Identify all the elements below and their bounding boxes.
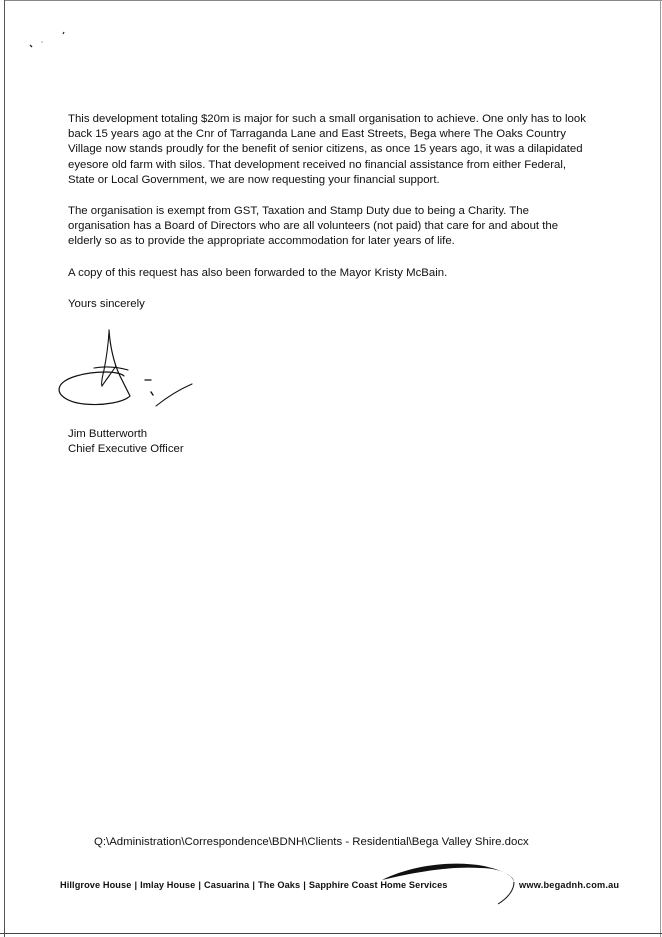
footer-separator: | (198, 880, 202, 890)
footer-website: www.begadnh.com.au (519, 880, 620, 890)
closing-salutation: Yours sincerely (68, 297, 145, 310)
signer-title: Chief Executive Officer (68, 443, 184, 455)
footer-service-casuarina: Casuarina (204, 880, 250, 890)
footer-service-hillgrove: Hillgrove House (60, 880, 132, 890)
scan-edge-top (4, 0, 662, 1)
footer-separator: | (303, 880, 306, 890)
scan-specks (20, 28, 80, 58)
footer-service-imlay: Imlay House (140, 880, 196, 890)
footer-service-the-oaks: The Oaks (258, 880, 301, 890)
signer-name: Jim Butterworth (68, 428, 148, 440)
letter-body (68, 112, 588, 312)
scan-edge-bottom (0, 933, 662, 934)
scan-edge-right (660, 0, 661, 937)
footer-separator: | (252, 880, 256, 890)
handwritten-signature (54, 326, 204, 416)
paragraph-copy-forwarded: A copy of this request has also been forwarded to the Mayor Kristy McBain. (68, 266, 448, 279)
paragraph-organisation: The organisation is exempt from GST, Taxation and Stamp Duty due to being a Charity. The organisation has a Board of Directors who are all volunteers (not paid) that care for and about the elderly so as to provide the appropriate accommodation for later years of life. (68, 205, 559, 248)
document-file-path: Q:\Administration\Correspondence\BDNH\Clients - Residential\Bega Valley Shire.docx (94, 836, 529, 848)
footer-separator: | (134, 880, 138, 890)
scan-edge-left (4, 0, 5, 937)
signer-block (68, 427, 184, 457)
paragraph-development: This development totaling $20m is major for such a small organisation to achieve. One only has to look back 15 years ago at the Cnr of Tarraganda Lane and East Streets, Bega where The Oaks Country Village now stands proudly for the benefit of senior citizens, as once 15 years ago, it was a dilapidated eyesore old farm with silos. That development received no financial assistance from either Federal, State or Local Government, we are now requesting your financial support. (68, 113, 586, 186)
footer-services (60, 880, 448, 890)
footer-service-sapphire-coast: Sapphire Coast Home Services (308, 880, 448, 890)
